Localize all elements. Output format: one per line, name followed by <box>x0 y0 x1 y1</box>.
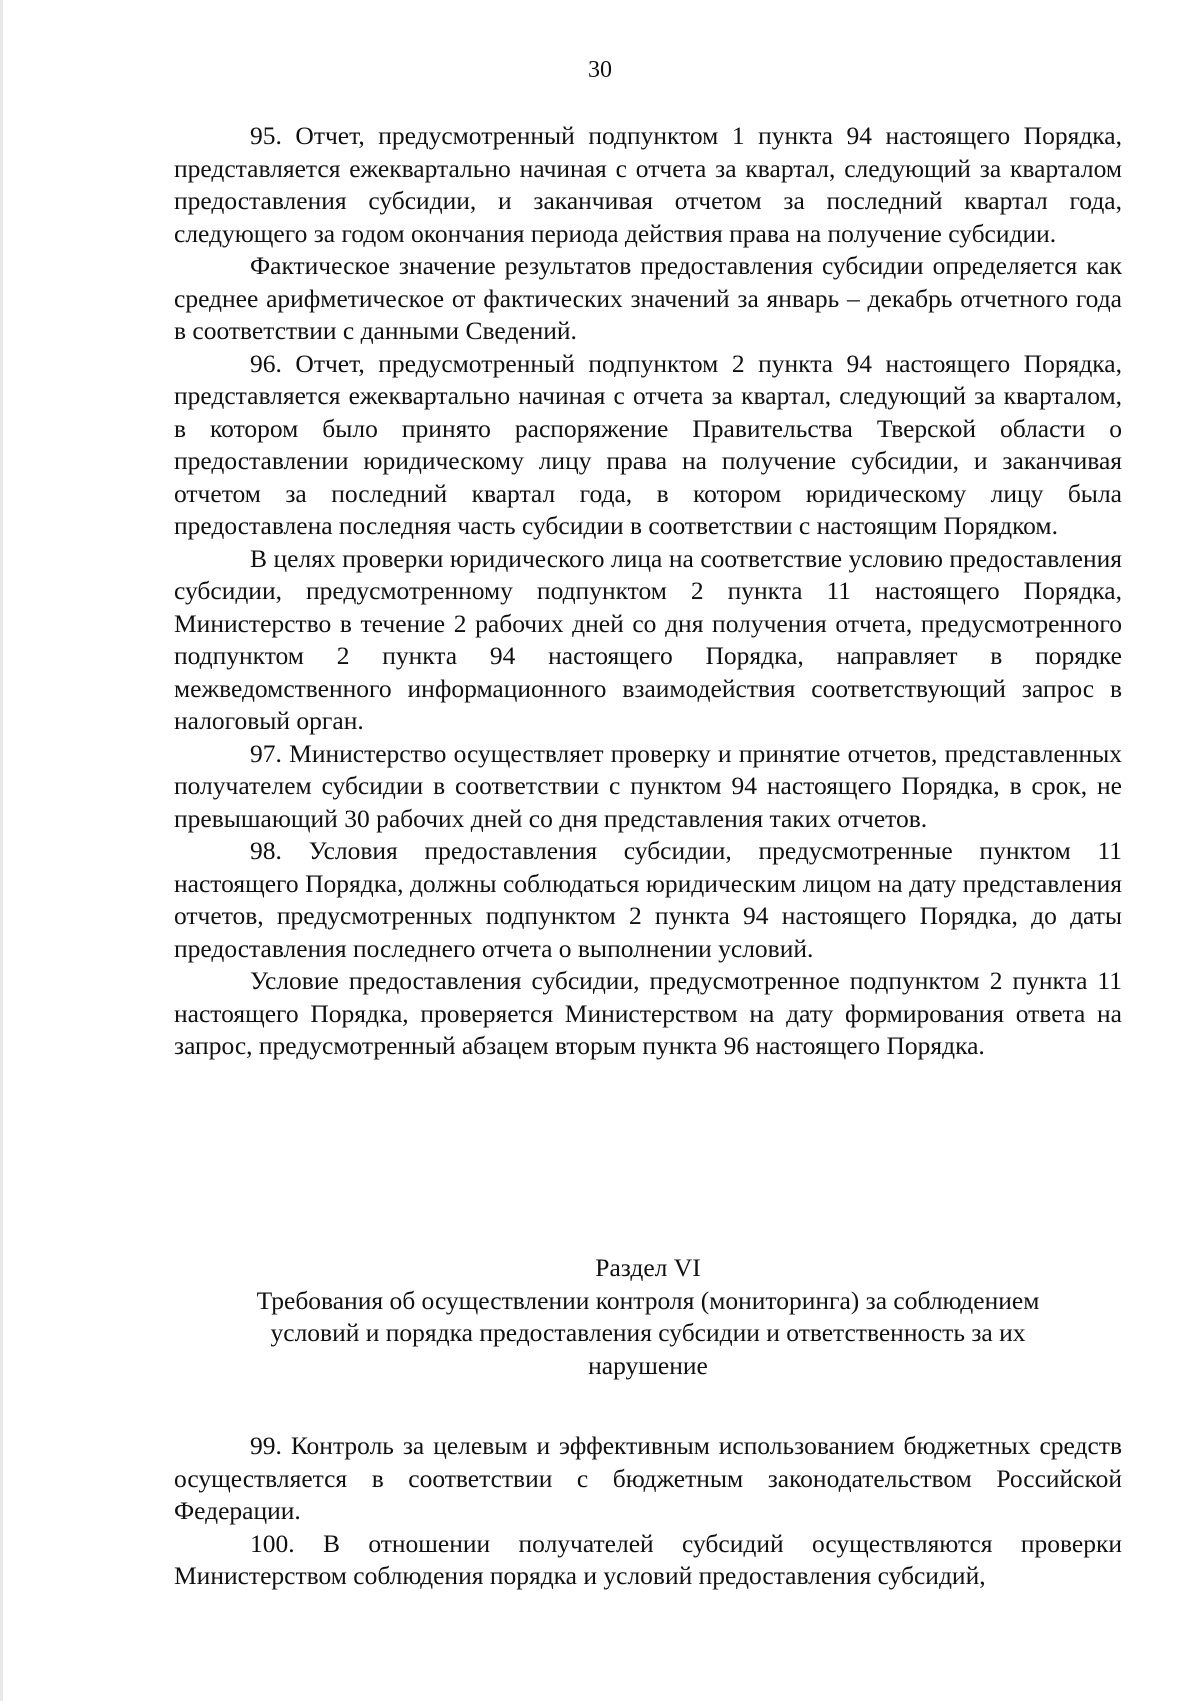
scan-edge <box>0 0 3 1701</box>
paragraph-95-2: Фактическое значение результатов предоставления субсидии определяется как среднее арифметическое от фактических значений за январь – декабрь отчетного года в соответствии с данными Сведений. <box>174 251 1122 345</box>
paragraph-96-2: В целях проверки юридического лица на соответствие условию предоставления субсидии, предусмотренному подпунктом 2 пункта 11 настоящего Порядка, Министерство в течение 2 рабочих дней со дня получения отчета, предусмотренного подпунктом 2 пункта 94 настоящего Порядка, направляет в порядке межведомственного информационного взаимодействия соответствующий запрос в налоговый орган. <box>174 543 1122 735</box>
paragraph-99: 99. Контроль за целевым и эффективным использованием бюджетных средств осуществляется в соответствии с бюджетным законодательством Российской Федерации. <box>174 1431 1122 1525</box>
section-heading <box>174 1252 1122 1382</box>
body-text-top <box>174 120 1122 1063</box>
section-label: Раздел VI <box>595 1253 701 1282</box>
body-text-bottom <box>174 1430 1122 1593</box>
paragraph-98: 98. Условия предоставления субсидии, предусмотренные пунктом 11 настоящего Порядка, должны соблюдаться юридическим лицом на дату представления отчетов, предусмотренных подпунктом 2 пункта 94 настоящего Порядка, до даты предоставления последнего отчета о выполнении условий. <box>174 836 1122 963</box>
paragraph-100: 100. В отношении получателей субсидий осуществляются проверки Министерством соблюдения порядка и условий предоставления субсидий, <box>174 1528 1122 1590</box>
paragraph-97: 97. Министерство осуществляет проверку и принятие отчетов, представленных получателем субсидии в соответствии с пунктом 94 настоящего Порядка, в срок, не превышающий 30 рабочих дней со дня представления таких отчетов. <box>174 738 1122 833</box>
section-title-line: Требования об осуществлении контроля (мониторинга) за соблюдением <box>256 1285 1040 1315</box>
section-title-line: условий и порядка предоставления субсидии и ответственность за их <box>270 1318 1026 1347</box>
paragraph-98-2: Условие предоставления субсидии, предусмотренное подпунктом 2 пункта 11 настоящего Порядка, проверяется Министерством на дату формирования ответа на запрос, предусмотренный абзацем вторым пункта 96 настоящего Порядка. <box>174 966 1122 1060</box>
paragraph-95: 95. Отчет, предусмотренный подпунктом 1 пункта 94 настоящего Порядка, представляется ежеквартально начиная с отчета за квартал, следующий за кварталом предоставления субсидии, и заканчивая отчетом за последний квартал года, следующего за годом окончания периода действия права на получение субсидии. <box>174 121 1122 248</box>
section-title-line: нарушение <box>588 1350 708 1380</box>
paragraph-96: 96. Отчет, предусмотренный подпунктом 2 пункта 94 настоящего Порядка, представляется ежеквартально начиная с отчета за квартал, следующий за кварталом, в котором было принято распоряжение Правительства Тверской области о предоставлении юридическому лицу права на получение субсидии, и заканчивая отчетом за последний квартал года, в котором юридическому лицу была предоставлена последняя часть субсидии в соответствии с настоящим Порядком. <box>174 348 1122 540</box>
page-number: 30 <box>588 57 612 83</box>
